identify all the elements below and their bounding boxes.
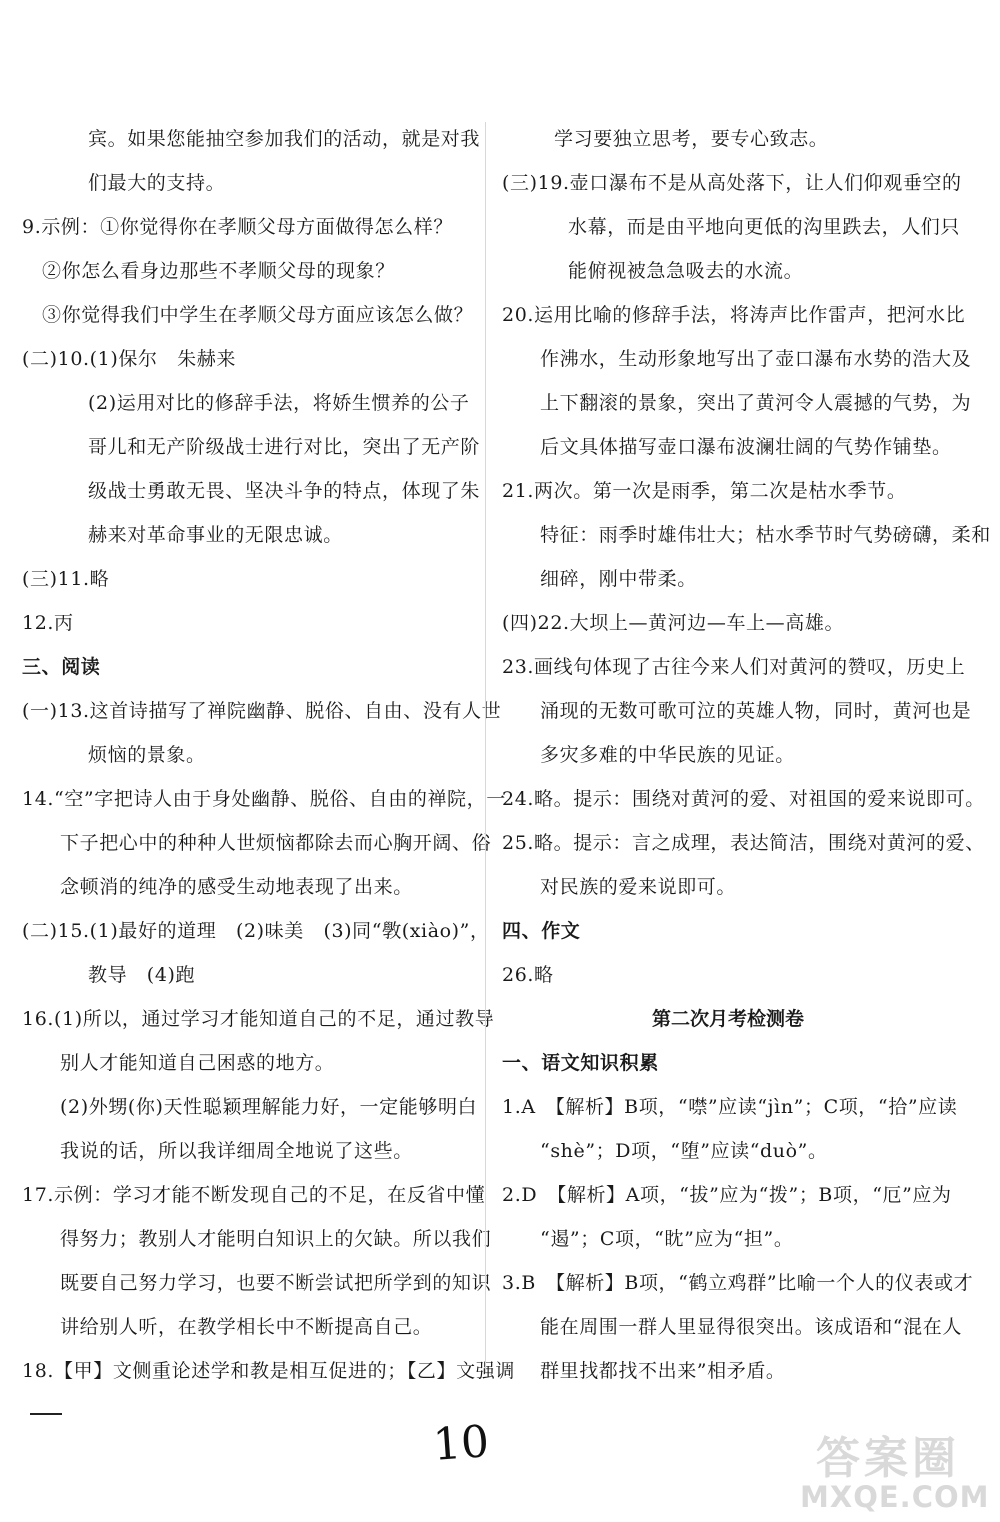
text-line: 能在周围一群人里显得很突出。该成语和“混在人: [540, 1316, 962, 1338]
text-line: 能俯视被急急吸去的水流。: [568, 260, 804, 282]
text-line: 特征：雨季时雄伟壮大；枯水季节时气势磅礴，柔和: [540, 524, 991, 546]
exam-title: 第二次月考检测卷: [651, 1008, 804, 1030]
text-line: 23.画线句体现了古往今来人们对黄河的赞叹，历史上: [502, 656, 966, 678]
text-line: 讲给别人听，在教学相长中不断提高自己。: [60, 1316, 433, 1338]
text-line: 我说的话，所以我详细周全地说了这些。: [60, 1140, 413, 1162]
text-line: 2.D 【解析】A项，“拔”应为“拨”；B项，“厄”应为: [502, 1184, 952, 1206]
text-line: “shè”；D项，“堕”应读“duò”。: [540, 1140, 828, 1162]
text-line: 赫来对革命事业的无限忠诚。: [88, 524, 343, 546]
text-line: 21.两次。第一次是雨季，第二次是枯水季节。: [502, 480, 907, 502]
text-line: 下子把心中的种种人世烦恼都除去而心胸开阔、俗: [60, 832, 492, 854]
section-heading-reading: 三、阅读: [22, 656, 101, 678]
text-line: (三)19.壶口瀑布不是从高处落下，让人们仰观垂空的: [502, 172, 962, 194]
text-line: 对民族的爱来说即可。: [540, 876, 737, 898]
text-line: 念顿消的纯净的感受生动地表现了出来。: [60, 876, 413, 898]
text-line: 1.A 【解析】B项，“噤”应读“jìn”；C项，“拾”应读: [502, 1096, 958, 1118]
text-line: 3.B 【解析】B项，“鹤立鸡群”比喻一个人的仪表或才: [502, 1272, 974, 1294]
text-line: 上下翻滚的景象，突出了黄河令人震撼的气势，为: [540, 392, 972, 414]
text-line: (二)10.(1)保尔 朱赫来: [22, 348, 236, 370]
page-number: 10: [431, 1416, 491, 1471]
bottom-mark: [30, 1413, 62, 1415]
watermark-top-text: 答案圈: [816, 1433, 960, 1484]
text-line: 烦恼的景象。: [88, 744, 206, 766]
text-line: 26.略: [502, 964, 554, 986]
text-line: (三)11.略: [22, 568, 110, 590]
text-line: 们最大的支持。: [88, 172, 226, 194]
text-line: (2)运用对比的修辞手法，将娇生惯养的公子: [88, 392, 470, 414]
text-line: 哥儿和无产阶级战士进行对比，突出了无产阶: [88, 436, 481, 458]
text-line: 17.示例：学习才能不断发现自己的不足，在反省中懂: [22, 1184, 486, 1206]
text-line: ②你怎么看身边那些不孝顺父母的现象？: [42, 260, 395, 282]
text-line: (一)13.这首诗描写了禅院幽静、脱俗、自由、没有人世: [22, 700, 502, 722]
text-line: (二)15.(1)最好的道理 (2)味美 (3)同“斆(xiào)”，: [22, 920, 490, 942]
text-line: 24.略。提示：围绕对黄河的爱、对祖国的爱来说即可。: [502, 788, 985, 810]
text-line: 20.运用比喻的修辞手法，将涛声比作雷声，把河水比: [502, 304, 966, 326]
text-line: 教导 (4)跑: [88, 964, 196, 986]
text-line: 细碎，刚中带柔。: [540, 568, 697, 590]
text-line: 14.“空”字把诗人由于身处幽静、脱俗、自由的禅院，一: [22, 788, 506, 810]
text-line: 级战士勇敢无畏、坚决斗争的特点，体现了朱: [88, 480, 481, 502]
text-line: (四)22.大坝上—黄河边—车上—高雄。: [502, 612, 845, 634]
section-heading-composition: 四、作文: [502, 920, 581, 942]
text-line: 后文具体描写壶口瀑布波澜壮阔的气势作铺垫。: [540, 436, 952, 458]
text-line: ③你觉得我们中学生在孝顺父母方面应该怎么做？: [42, 304, 474, 326]
watermark-bottom-text: MXQE.COM: [800, 1480, 990, 1514]
text-line: (2)外甥(你)天性聪颖理解能力好，一定能够明白: [60, 1096, 478, 1118]
text-line: 群里找都找不出来”相矛盾。: [540, 1360, 786, 1382]
text-line: 水幕，而是由平地向更低的沟里跌去，人们只: [568, 216, 961, 238]
text-line: 别人才能知道自己困惑的地方。: [60, 1052, 335, 1074]
text-line: 宾。如果您能抽空参加我们的活动，就是对我: [88, 128, 481, 150]
text-line: “遏”；C项，“眈”应为“担”。: [540, 1228, 794, 1250]
text-line: 9.示例：①你觉得你在孝顺父母方面做得怎么样？: [22, 216, 453, 238]
text-line: 作沸水，生动形象地写出了壶口瀑布水势的浩大及: [540, 348, 972, 370]
text-line: 12.丙: [22, 612, 74, 634]
text-line: 多灾多难的中华民族的见证。: [540, 744, 795, 766]
text-line: 25.略。提示：言之成理，表达简洁，围绕对黄河的爱、: [502, 832, 985, 854]
text-line: 18.【甲】文侧重论述学和教是相互促进的；【乙】文强调: [22, 1360, 515, 1382]
text-line: 得努力；教别人才能明白知识上的欠缺。所以我们: [60, 1228, 492, 1250]
text-line: 涌现的无数可歌可泣的英雄人物，同时，黄河也是: [540, 700, 972, 722]
column-divider: [485, 122, 486, 1372]
text-line: 既要自己努力学习，也要不断尝试把所学到的知识: [60, 1272, 492, 1294]
text-line: 学习要独立思考，要专心致志。: [554, 128, 829, 150]
section-heading-knowledge: 一、语文知识积累: [502, 1052, 659, 1074]
text-line: 16.(1)所以，通过学习才能知道自己的不足，通过教导: [22, 1008, 495, 1030]
watermark-logo: [790, 1422, 990, 1517]
